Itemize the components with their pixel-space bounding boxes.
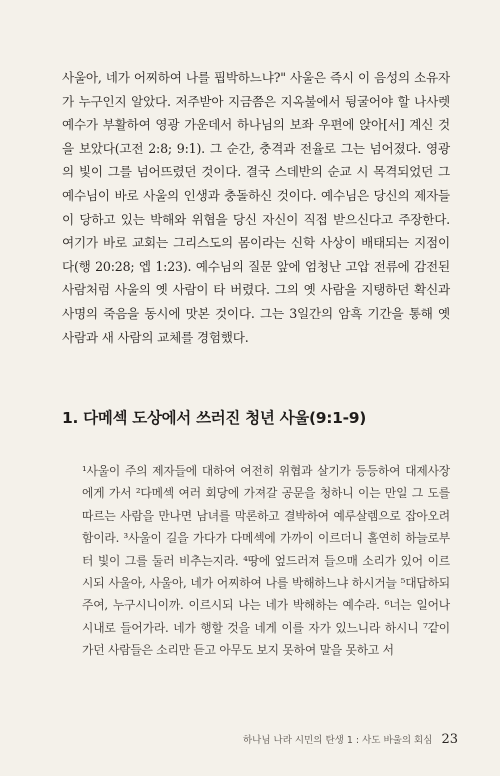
- body-paragraph: 사울아, 네가 어찌하여 나를 핍박하느냐?" 사울은 즉시 이 음성의 소유자가 누구인지 알았다. 저주받아 지금쯤은 지옥불에서 뒹굴어야 할 나사렛 예수가 부활하여 영광 가운데서 하나님의 보좌 우편에 앉아[서] 계신 것을 보았다(고전 2:8; 9:1). 그 순간, 충격과 전율로 그는 넘어졌다. 영광의 빛이 그를 넘어뜨렸던 것이다. 결국 스데반의 순교 시 목격되었던 그 예수님이 바로 사울의 인생과 충돌하신 것이다. 예수님은 당신의 제자들이 당하고 있는 박해와 위협을 당신 자신이 직접 받으신다고 주장한다. 여기가 바로 교회는 그리스도의 몸이라는 신학 사상이 배태되는 지점이다(행 20:28; 엡 1:23). 예수님의 질문 앞에 엄청난 고압 전류에 감전된 사람처럼 사울의 옛 사람이 타 버렸다. 그의 옛 사람을 지탱하던 확신과 사명의 죽음을 동시에 맛본 것이다. 그는 3일간의 암흑 기간을 통해 옛 사람과 새 사람의 교체를 경험했다.: [62, 70, 450, 345]
- section-heading: 1. 다메섹 도상에서 쓰러진 청년 사울(9:1-9): [62, 409, 367, 427]
- page-number: 23: [441, 732, 458, 747]
- page-footer: [0, 732, 458, 747]
- scripture-passage: ¹사울이 주의 제자들에 대하여 여전히 위협과 살기가 등등하여 대제사장에게 가서 ²다메섹 여러 회당에 가져갈 공문을 청하니 이는 만일 그 도를 따르는 사람을 만나면 남녀를 막론하고 결박하여 예루살렘으로 잡아오려 함이라. ³사울이 길을 가다가 다메섹에 가까이 이르더니 홀연히 하늘로부터 빛이 그를 둘러 비추는지라. ⁴땅에 엎드러져 들으매 소리가 있어 이르시되 사울아, 사울아, 네가 어찌하여 나를 박해하느냐 하시거늘 ⁵대답하되 주여, 누구시니이까. 이르시되 나는 네가 박해하는 예수라. ⁶너는 일어나 시내로 들어가라. 네가 행할 것을 네게 이를 자가 있느니라 하시니 ⁷같이 가던 사람들은 소리만 듣고 아무도 보지 못하여 말을 못하고 서: [82, 464, 450, 658]
- running-title: 하나님 나라 시민의 탄생 1 : 사도 바울의 회심: [243, 735, 433, 746]
